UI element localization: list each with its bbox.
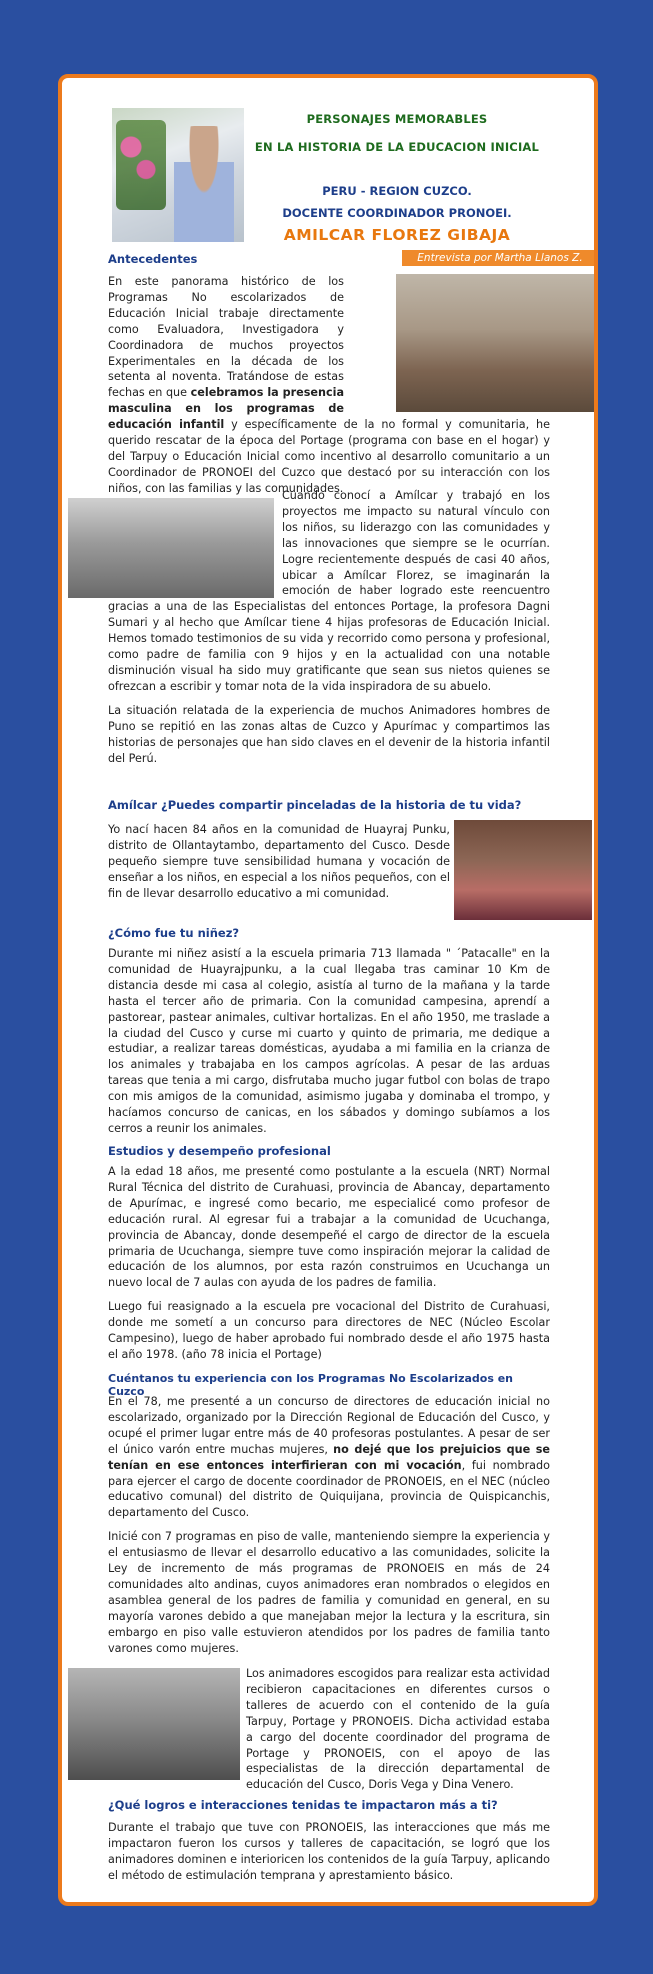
region-title: PERU - REGION CUZCO.: [322, 184, 472, 198]
interview-credit-badge: Entrevista por Martha Llanos Z.: [402, 250, 598, 266]
answer-1: Yo nací hacen 84 años en la comunidad de Huayraj Punku, distrito de Ollantaytambo, departamento del Cusco. Desde pequeño siempre tuve sensibilidad humana y vocación de enseñar a los niños, en especial a los niños pequeños, con el fin de llevar desarrollo educativo a mi comunidad.: [108, 823, 450, 900]
flower-pot-decoration: [116, 120, 166, 210]
question-4-heading: Cuéntanos tu experiencia con los Programas No Escolarizados en Cuzco: [108, 1372, 513, 1398]
antecedentes-paragraph: [108, 274, 550, 497]
answer-4b: Inicié con 7 programas en piso de valle, manteniendo siempre la experiencia y el entusiasmo de llevar el desarrollo educativo a las comunidades, solicite la Ley de incremento de más programas de PRONOEIS en más de 24 comunidades alto andinas, cuyos animadores eran nombrados o elegidos en asamblea general de los padres de familia y comunidad en general, en su mayoría varones debido a que manejaban mejor la lectura y la escritura, sin embargo en piso valle estuvieron atendidos por los padres de familia tanto varones como mujeres.: [108, 1530, 550, 1655]
question-2-heading: ¿Cómo fue tu niñez?: [108, 926, 240, 940]
p2-text: Cuando conocí a Amílcar y trabajó en los proyectos me impacto su natural vínculo con los niños, su liderazgo con las comunidades y las innovaciones que siempre se le ocurrían. Logre recientemente después de casi 40 años, ubicar a Amílcar Florez, se imaginarán la emoción de haber logrado este reencuentro gracias a una de las Especialistas del entonces Portage, la profesora Dagni Sumari y al hecho que Amílcar tiene 4 hijas profesoras de Educación Inicial. Hemos tomado testimonios de su vida y recorrido como persona y profesional, como padre de familia con 9 hijos y en la actualidad con una notable disminución visual ha sido muy gratificante que sean sus nietos quienes se ofrezcan a escribir y tomar nota de la vida inspiradora de su abuelo.: [108, 489, 550, 693]
portrait-photo: [112, 108, 244, 242]
question-3-heading: Estudios y desempeño profesional: [108, 1144, 331, 1158]
answer-4c: Los animadores escogidos para realizar esta actividad recibieron capacitaciones en diferentes cursos o talleres de acuerdo con el contenido de la guía Tarpuy, Portage y PRONOEIS. Dicha actividad estaba a cargo del docente coordinador del programa de Portage y PRONOEIS, con el apoyo de las especialistas de la dirección departamental de educación del Cusco, Doris Vega y Dina Venero.: [246, 1667, 550, 1792]
answer-2-block: [108, 946, 550, 1137]
antecedentes-block: [108, 274, 550, 497]
answer-4-block: [108, 1394, 550, 1657]
antecedentes-heading: Antecedentes: [108, 252, 198, 266]
person-name: AMILCAR FLOREZ GIBAJA: [283, 226, 511, 244]
p1-text-bold: celebramos la presencia masculina en los programas de educación infantil: [108, 386, 345, 432]
a4a-text-2: , fui nombrado para ejercer el cargo de docente coordinador de PRONOEIS, en el NEC (núcleo educativo comunal) del distrito de Quiquijana, provincia de Quispicanchis, departamento del Cusco.: [108, 1458, 550, 1520]
paragraph-2-block: [108, 488, 550, 766]
paragraph-3: La situación relatada de la experiencia de muchos Animadores hombres de Puno se repitió en las zonas altas de Cuzco y Apurímac y compartimos las historias de personajes que han sido claves en el devenir de la historia infantil del Perú.: [108, 703, 550, 765]
article-frame: [58, 74, 598, 1906]
person-figure: [174, 126, 234, 242]
answer-2: Durante mi niñez asistí a la escuela primaria 713 llamada " ´Patacalle" en la comunidad de Huayrajpunku, a la cual llegaba tras caminar 10 Km de distancia desde mi casa al colegio, asistía al turno de la mañana y la tarde hasta el tercer año de primaria. Con la comunidad campesina, aprendí a pastorear, pastear animales, cultivar hortalizas. En el año 1950, me traslade a la ciudad del Cusco y curse mi cuarto y quinto de primaria, me dedique a estudiar, a realizar tareas domésticas, ayudaba a mi familia en la crianza de los animales y trabajaba en los campos agrícolas. A pesar de las arduas tareas que tenia a mi cargo, disfrutaba mucho jugar futbol con bolas de trapo con mis amigos de la comunidad, asimismo jugaba y dominaba el trompo, y hacíamos concurso de canicas, en los sábados y domingo subíamos a los cerros a reunir los animales.: [108, 947, 550, 1135]
a4a-text-1: En el 78, me presenté a un concurso de directores de educación inicial no escolarizado, organizado por la Dirección Regional de Educación del Cusco, y ocupé el primer lugar entre más de 40 profesoras postulantes. A pesar de ser el único varón entre muchas mujeres,: [108, 1395, 550, 1456]
title-line-2: EN LA HISTORIA DE LA EDUCACION INICIAL: [254, 140, 540, 154]
answer-5-block: [108, 1820, 550, 1884]
answer-4c-block: [246, 1666, 550, 1793]
answer-3b: Luego fui reasignado a la escuela pre vocacional del Distrito de Curahuasi, donde me sometí a un concurso para directores de NEC (Núcleo Escolar Campesino), luego de haber aprobado fui nombrado desde el año 1975 hasta el año 1978. (año 78 inicia el Portage): [108, 1300, 550, 1361]
answer-1-block: [108, 822, 450, 902]
title-line-1: PERSONAJES MEMORABLES: [306, 112, 488, 126]
training-session-photo: [68, 1668, 240, 1780]
header-titles: [252, 112, 542, 244]
role-title: DOCENTE COORDINADOR PRONOEI.: [282, 206, 512, 220]
question-5-heading: ¿Qué logros e interacciones tenidas te impactaron más a ti?: [108, 1798, 498, 1812]
answer-5: Durante el trabajo que tuve con PRONOEIS, las interacciones que más me impactaron fueron los cursos y talleres de capacitación, se logró que los animadores dominen e interioricen los contenidos de la guía Tarpuy, aplicando el método de estimulación temprana y aprestamiento básico.: [108, 1821, 550, 1882]
p1-text-c: y específicamente de la no formal y comunitaria, he querido rescatar de la época del Portage (programa con base en el hogar) y del Tarpuy o Educación Inicial como incentivo al desarrollo comunitario a un Coordinador de PRONOEI del Cuzco que destacó por su interacción con los niños, con las familias y las comunidades.: [108, 418, 550, 495]
a4a-text-bold: no dejé que los prejuicios que se tenían en ese entonces interfirieran con mi vocación: [108, 1442, 550, 1472]
family-group-photo: [454, 820, 592, 920]
answer-3a: A la edad 18 años, me presenté como postulante a la escuela (NRT) Normal Rural Técnica del distrito de Curahuasi, provincia de Abancay, departamento de Apurímac, e ingresé como becario, me especialicé como profesor de educación rural. Al egresar fui a trabajar a la comunidad de Ucuchanga, provincia de Abancay, donde desempeñé el cargo de director de la escuela primaria de Ucuchanga, siempre tuve como inspiración mejorar la calidad de educación de los alumnos, por esta razón construimos en Ucuchanga un nuevo local de 7 aulas con ayuda de los padres de familia.: [108, 1165, 550, 1290]
p1-text-a: En este panorama histórico de los Programas No escolarizados de Educación Inicial trabaje directamente como Evaluadora, Investigadora y Coordinadora de muchos proyectos Experimentales en la década de los setenta al noventa. Tratándose de estas fechas en que: [108, 275, 344, 400]
answer-4a: [108, 1394, 550, 1521]
question-1-heading: Amílcar ¿Puedes compartir pinceladas de la historia de tu vida?: [108, 798, 522, 812]
paragraph-2: [108, 488, 550, 695]
answer-3-block: [108, 1164, 550, 1363]
